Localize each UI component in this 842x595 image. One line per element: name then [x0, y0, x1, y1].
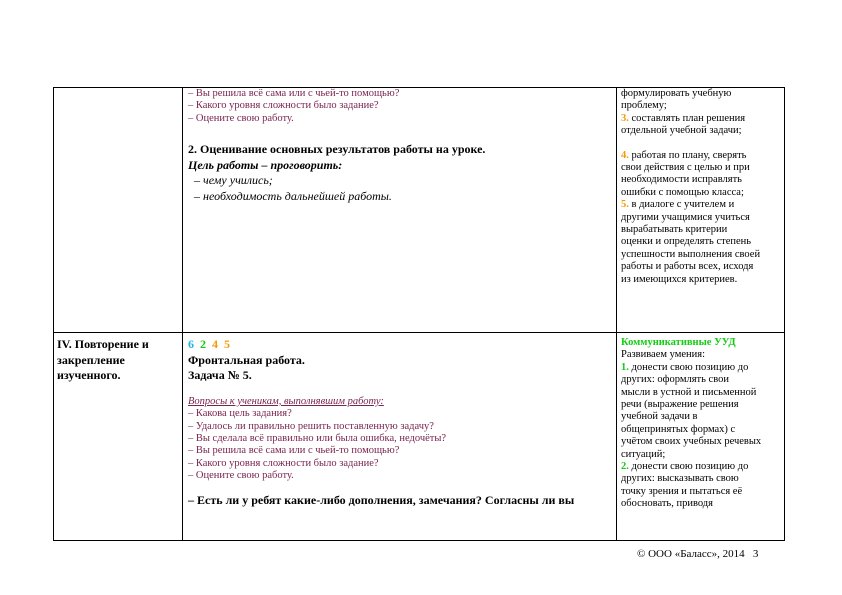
final-question: – Есть ли у ребят какие-либо дополнения, замечания? Согласны ли вы: [188, 492, 575, 507]
uud-line: другими учащимися учиться: [621, 211, 750, 223]
uud-line: в диалоге с учителем и: [631, 199, 735, 211]
uud-line: речи (выражение решения: [621, 399, 739, 411]
tag-5: 5: [224, 337, 230, 351]
question-line: – Вы решила всё сама или с чьей-то помощью?: [188, 445, 400, 457]
table-border-col2: [616, 87, 617, 541]
tag-4: 4: [212, 337, 218, 351]
question-line: – Вы сделала всё правильно или была ошибка, недочёты?: [188, 433, 447, 444]
uud-line: работая по плану, сверять: [631, 149, 747, 161]
uud-line: успешности выполнения своей: [621, 248, 761, 260]
question-line: – Оцените свою работу.: [188, 470, 294, 482]
row2-activity-cell: [188, 337, 612, 508]
section-title: 2. Оценивание основных результатов работы на уроке.: [188, 142, 486, 157]
uud-line: необходимости исправлять: [621, 174, 742, 186]
row1-uud-cell: [621, 88, 781, 286]
table-border-right: [784, 87, 785, 541]
tag-2: 2: [200, 337, 206, 351]
uud-line: ситуаций;: [621, 448, 666, 460]
uud-line: оценки и определять степень: [621, 236, 752, 248]
uud-line: учётом своих учебных речевых: [621, 436, 762, 448]
question-line: – Какого уровня сложности было задание?: [188, 457, 379, 469]
page-number: 3: [752, 548, 759, 560]
stage-title-line: IV. Повторение и: [57, 337, 149, 351]
question-line: – Удалось ли правильно решить поставленную задачу?: [188, 420, 434, 432]
goal-item: – чему учились;: [194, 173, 273, 188]
goal-item: – необходимость дальнейшей работы.: [194, 189, 392, 203]
uud-heading: Коммуникативные УУД: [621, 337, 736, 348]
item-number: 5.: [621, 199, 629, 211]
questions-heading: Вопросы к ученикам, выполнявшим работу:: [188, 395, 384, 407]
table-border-left: [53, 87, 54, 541]
goal-label: Цель работы – проговорить:: [188, 157, 343, 172]
uud-line: других: оформлять свои: [621, 374, 729, 386]
question-line: – Какого уровня сложности было задание?: [188, 100, 379, 112]
table-row-divider: [53, 332, 785, 333]
page-footer: [637, 548, 758, 560]
tag-6: 6: [188, 337, 194, 351]
uud-line: ошибки с помощью класса;: [621, 186, 744, 198]
uud-line: мысли в устной и письменной: [621, 386, 757, 398]
copyright: © ООО «Баласс», 2014: [637, 548, 745, 560]
uud-line: вырабатывать критерии: [621, 224, 728, 236]
uud-line: донести свою позицию до: [631, 461, 749, 473]
uud-line: свои действия с целью и при: [621, 162, 750, 174]
row1-activity-cell: [188, 88, 612, 205]
question-line: – Вы решила всё сама или с чьей-то помощью?: [188, 88, 400, 99]
uud-line: проблему;: [621, 100, 667, 112]
uud-tags: [188, 337, 612, 353]
uud-line: точку зрения и пытаться её: [621, 485, 743, 497]
item-number: 1.: [621, 361, 629, 373]
uud-line: из имеющихся критериев.: [621, 273, 738, 285]
uud-line: учебной задачи в: [621, 411, 698, 423]
question-line: – Какова цель задания?: [188, 408, 292, 420]
task-title: Задача № 5.: [188, 368, 252, 383]
uud-line: донести свою позицию до: [631, 361, 749, 373]
table-border-bottom: [53, 540, 785, 541]
stage-title-line: изученного.: [57, 368, 121, 383]
row2-stage-cell: [57, 337, 179, 384]
uud-intro: Развиваем умения:: [621, 349, 706, 361]
uud-line: составлять план решения: [631, 112, 746, 124]
uud-line: других: высказывать свою: [621, 473, 739, 485]
work-title: Фронтальная работа.: [188, 352, 305, 367]
uud-line: общепринятых формах) с: [621, 423, 736, 435]
question-line: – Оцените свою работу.: [188, 112, 294, 124]
uud-line: формулировать учебную: [621, 88, 732, 99]
item-number: 2.: [621, 461, 629, 473]
uud-line: отдельной учебной задачи;: [621, 125, 742, 137]
table-border-col1: [182, 87, 183, 541]
uud-line: работы и работы всех, исходя: [621, 261, 754, 273]
stage-title-line: закрепление: [57, 352, 125, 367]
item-number: 3.: [621, 112, 629, 124]
row2-uud-cell: [621, 337, 781, 511]
uud-line: обосновать, приводя: [621, 498, 713, 510]
item-number: 4.: [621, 149, 629, 161]
